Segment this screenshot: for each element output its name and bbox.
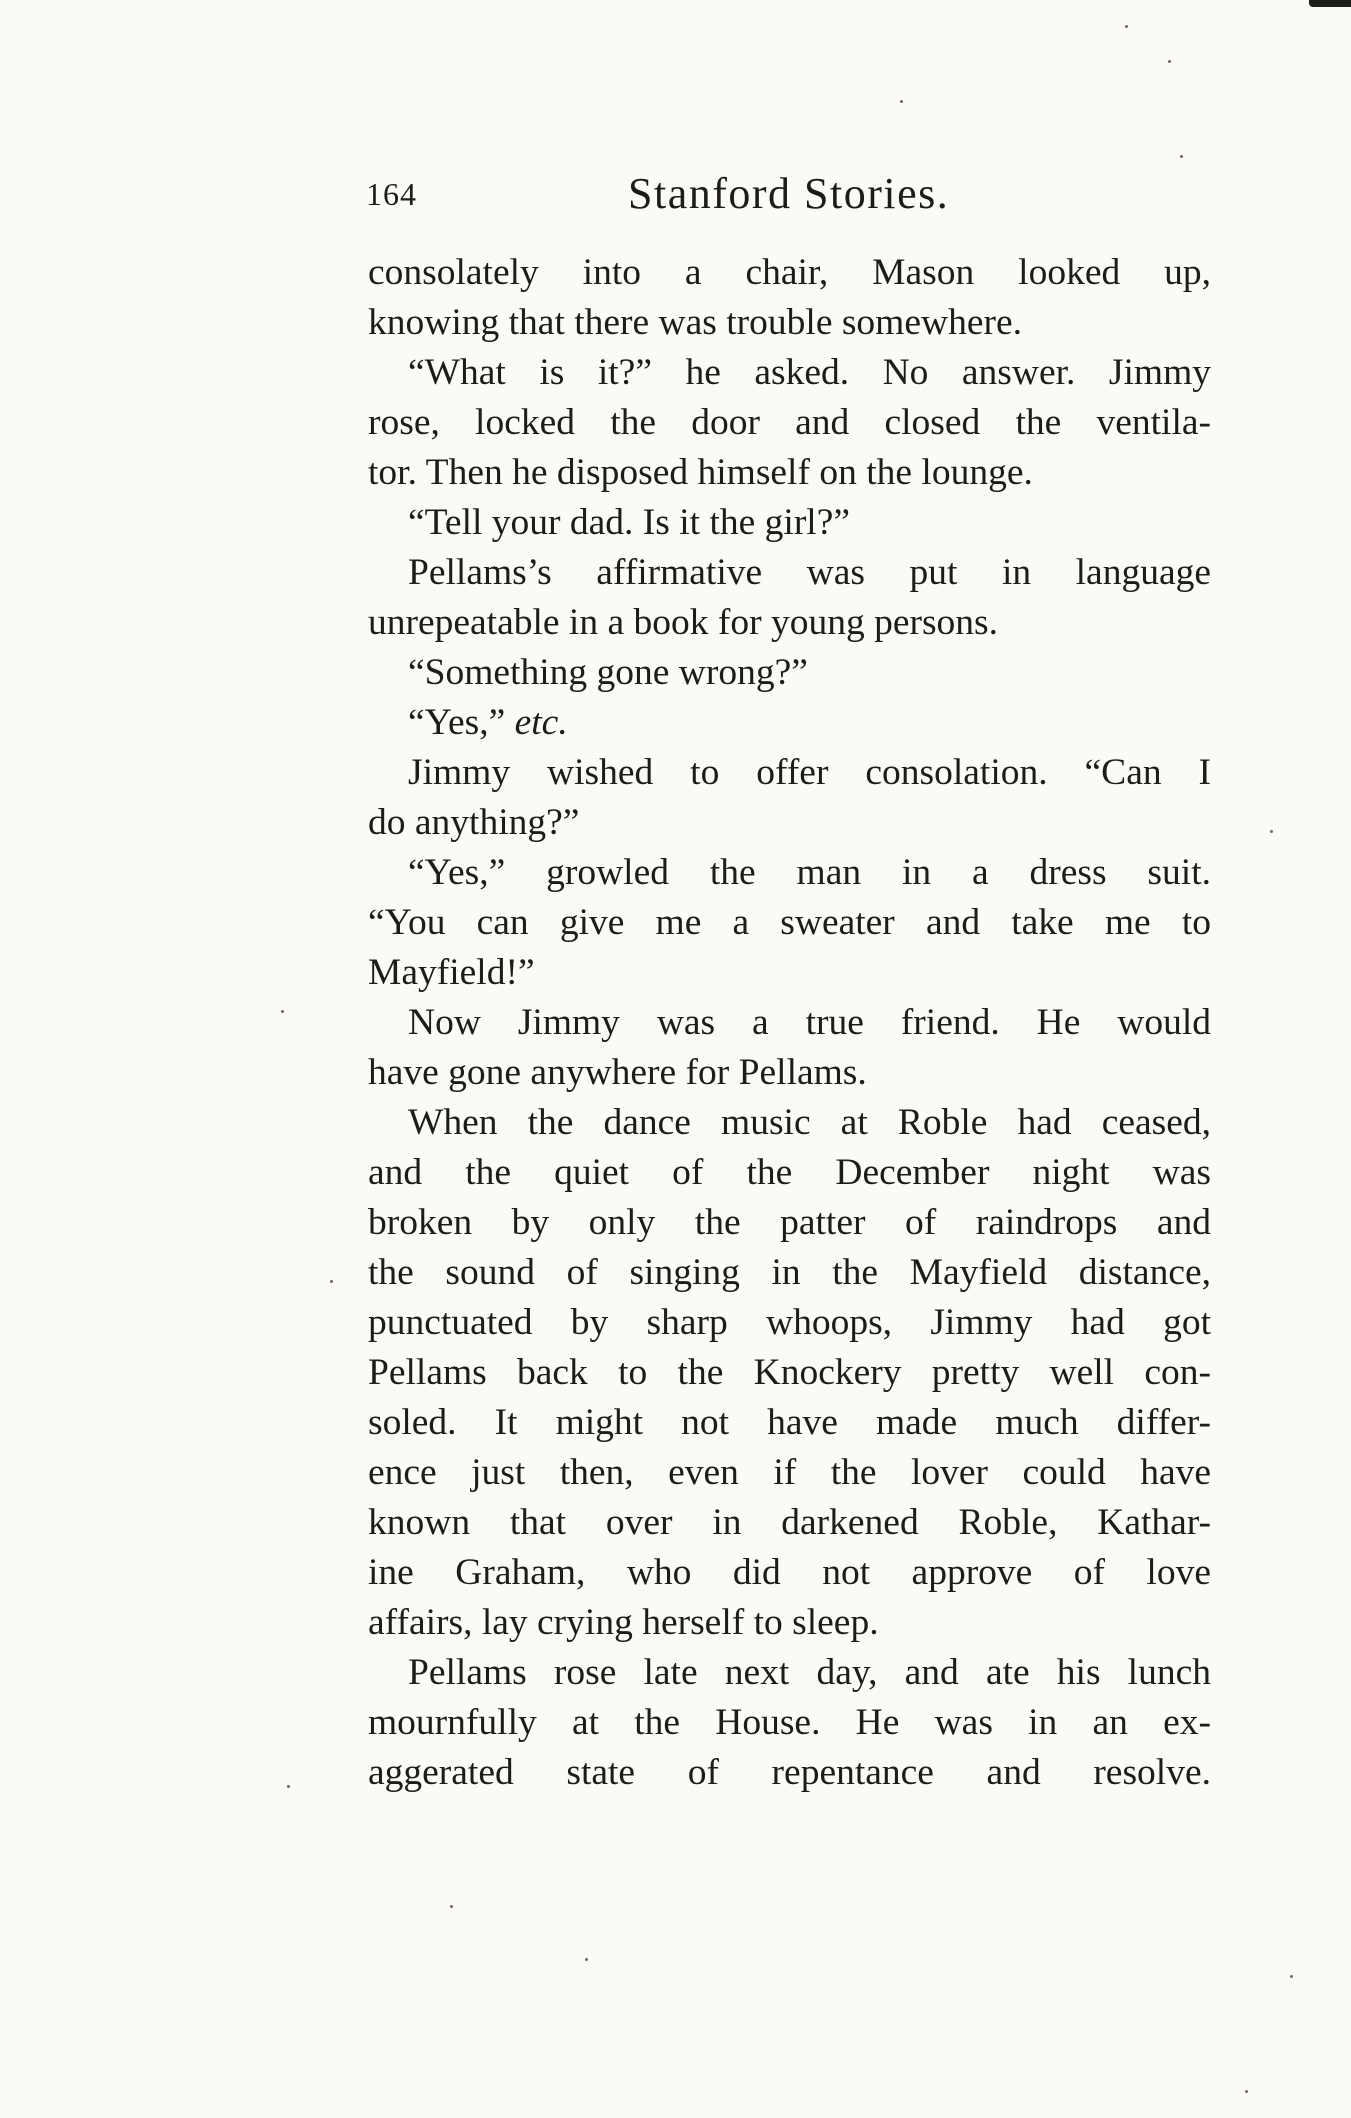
text-line: “Yes,” growled the man in a dress suit.	[408, 852, 1211, 893]
paper-speck	[1290, 1975, 1293, 1978]
text-line: consolately into a chair, Mason looked up,	[368, 252, 1211, 293]
paper-speck	[1168, 60, 1171, 63]
paper-speck	[1125, 25, 1128, 28]
text-line: “Something gone wrong?”	[408, 652, 808, 693]
paper-speck	[1245, 2090, 1248, 2093]
text-line: broken by only the patter of raindrops and	[368, 1202, 1211, 1243]
text-line: “Tell your dad. Is it the girl?”	[408, 502, 851, 543]
text-line: Now Jimmy was a true friend. He would	[408, 1002, 1211, 1043]
paper-speck	[1270, 830, 1273, 833]
text-line: aggerated state of repentance and resolve.	[368, 1752, 1211, 1793]
paper-speck	[450, 1905, 453, 1908]
text-line: Pellams back to the Knockery pretty well con-	[368, 1352, 1211, 1393]
text-line: “What is it?” he asked. No answer. Jimmy	[408, 352, 1211, 393]
text-line: Pellams rose late next day, and ate his lunch	[408, 1652, 1211, 1693]
text-line: Pellams’s affirmative was put in language	[408, 552, 1211, 593]
text-line: punctuated by sharp whoops, Jimmy had got	[368, 1302, 1211, 1343]
text-span: “Yes,”	[408, 702, 506, 743]
page-header	[366, 168, 1206, 228]
text-line: rose, locked the door and closed the ventila-	[368, 402, 1211, 443]
text-line: unrepeatable in a book for young persons.	[368, 602, 999, 643]
text-line: known that over in darkened Roble, Kathar-	[368, 1502, 1211, 1543]
text-line: soled. It might not have made much differ-	[368, 1402, 1211, 1443]
running-title: Stanford Stories.	[628, 169, 950, 218]
page-edge-mark	[1309, 0, 1351, 7]
text-line: Mayfield!”	[368, 952, 535, 993]
text-line: and the quiet of the December night was	[368, 1152, 1211, 1193]
paper-speck	[900, 100, 903, 103]
text-line: ence just then, even if the lover could have	[368, 1452, 1211, 1493]
paper-speck	[585, 1958, 588, 1961]
text-line: have gone anywhere for Pellams.	[368, 1052, 867, 1093]
text-line: tor. Then he disposed himself on the lounge.	[368, 452, 1033, 493]
text-line	[368, 698, 1211, 748]
text-line: knowing that there was trouble somewhere.	[368, 302, 1022, 343]
text-span-italic: etc.	[514, 702, 568, 743]
body-text	[368, 248, 1211, 1798]
paper-speck	[1180, 155, 1183, 158]
text-line: ine Graham, who did not approve of love	[368, 1552, 1211, 1593]
paper-speck	[287, 1785, 290, 1788]
paper-speck	[281, 1010, 284, 1013]
text-line: When the dance music at Roble had ceased,	[408, 1102, 1211, 1143]
text-line: Jimmy wished to offer consolation. “Can I	[408, 752, 1211, 793]
text-line: mournfully at the House. He was in an ex-	[368, 1702, 1211, 1743]
paper-speck	[330, 1280, 333, 1283]
text-line: the sound of singing in the Mayfield distance,	[368, 1252, 1211, 1293]
text-line: affairs, lay crying herself to sleep.	[368, 1602, 879, 1643]
page-number: 164	[366, 176, 417, 212]
text-line: do anything?”	[368, 802, 580, 843]
text-line: “You can give me a sweater and take me to	[368, 902, 1211, 943]
